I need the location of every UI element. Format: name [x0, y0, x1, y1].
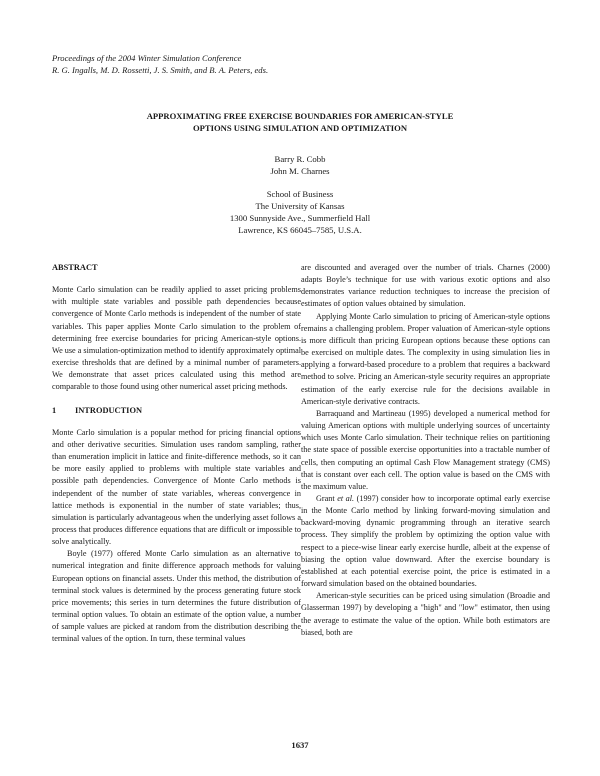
affiliation-block: [100, 188, 500, 236]
page-number: 1637: [291, 740, 309, 750]
section-heading: [52, 405, 301, 417]
title-line-1: APPROXIMATING FREE EXERCISE BOUNDARIES FOR AMERICAN-STYLE: [146, 111, 454, 121]
intro-paragraph-3: Applying Monte Carlo simulation to pricing of American-style options remains a challenging problem. Proper valuation of American-style options is more difficult than pricing European options because these options can be exercised on multiple dates. The complexity in using simulation lies in applying a forward-based procedure to a problem that requires a backward method to solve. Pricing an American-style security requires an appropriate estimation of the early exercise rule for the decisions available in American-style derivative contracts.: [301, 311, 550, 406]
affiliation-line: The University of Kansas: [255, 201, 345, 211]
author-name: John M. Charnes: [270, 166, 330, 176]
author-list: [100, 153, 500, 177]
intro-paragraph-5: [301, 493, 550, 590]
section-title: INTRODUCTION: [75, 405, 143, 415]
title-line-2: OPTIONS USING SIMULATION AND OPTIMIZATION: [192, 123, 408, 133]
citation-et-al: et al.: [337, 493, 355, 503]
affiliation-line: School of Business: [266, 189, 334, 199]
section-number: 1: [52, 405, 57, 415]
affiliation-line: Lawrence, KS 66045–7585, U.S.A.: [238, 225, 362, 235]
author-name: Barry R. Cobb: [274, 154, 326, 164]
abstract-heading: ABSTRACT: [52, 263, 98, 272]
paper-title: [60, 110, 540, 134]
editors-line: R. G. Ingalls, M. D. Rossetti, J. S. Smith, and B. A. Peters, eds.: [52, 65, 269, 75]
intro-paragraph-1: Monte Carlo simulation is a popular method for pricing financial options and other derivative securities. Simulation uses random sampling, rather than enumeration implicit in lattice and finite-difference methods, so it can be more easily applied to problems with multiple state variables and possible path dependencies. Convergence of Monte Carlo methods is independent of the number of state variables, whereas convergence in lattice methods is exponential in the number of state variables; thus, simulation is particularly advantageous when the underlying asset follows a process that produces difference equations that are difficult or impossible to solve analytically.: [52, 427, 301, 547]
intro-paragraph-6: American-style securities can be priced using simulation (Broadie and Glasserman 1997) by developing a "high" and "low" estimator, then using the average to estimate the value of the option. While both estimators are biased, both are: [301, 591, 550, 637]
paragraph-body: (1997) consider how to incorporate optimal early exercise in the Monte Carlo method by linking forward-moving simulation and backward-moving dynamic programming through an iterative search process. They simplify the problem by optimizing the option value with respect to a piece-wise linear early exercise hurdle, albeit at the expense of biasing the option value downward. After the exercise boundary is established at each potential exercise point, the price is estimated in a forward simulation based on the obtained boundaries.: [301, 493, 550, 589]
intro-paragraph-2-continued: are discounted and averaged over the number of trials. Charnes (2000) adapts Boyle’s technique for use with various exotic options and also demonstrates variance reduction techniques to increase the precision of estimates of option values obtained by simulation.: [301, 263, 550, 309]
intro-paragraph-4: Barraquand and Martineau (1995) developed a numerical method for valuing American options with multiple underlying sources of uncertainty which uses Monte Carlo simulation. Their technique relies on partitioning the state space of possible exercise opportunities into a tractable number of cells, then computing an optimal Cash Flow Management strategy (CMS) that is constant over each cell. The option value is based on the CMS with the maximum value.: [301, 408, 550, 491]
left-column: [52, 262, 301, 646]
conference-name: Proceedings of the 2004 Winter Simulation Conference: [52, 53, 242, 63]
citation-author: Grant: [316, 493, 338, 503]
proceedings-header: [52, 52, 552, 76]
abstract-text: Monte Carlo simulation can be readily applied to asset pricing problems with multiple state variables and possible path dependencies because convergence of Monte Carlo methods is independent of the number of state variables. This paper applies Monte Carlo simulation to the problem of determining free exercise boundaries for pricing American-style options. We use a simulation-optimization method to identify approximately optimal exercise thresholds that are defined by a minimal number of parameters. We demonstrate that asset prices calculated using this method are comparable to those found using other numerical asset pricing methods.: [52, 285, 302, 392]
intro-paragraph-2: Boyle (1977) offered Monte Carlo simulation as an alternative to numerical integration and finite difference approach methods for valuing European options on financial assets. Under this method, the distribution of terminal stock values is determined by the process generating future stock price movements; this series in turn determines the future distribution of terminal option values. To obtain an estimate of the option value, a number of sample values are picked at random from the distribution describing the terminal values of the option. In turn, these terminal values: [52, 549, 301, 644]
right-column: [301, 262, 550, 639]
affiliation-line: 1300 Sunnyside Ave., Summerfield Hall: [229, 213, 371, 223]
